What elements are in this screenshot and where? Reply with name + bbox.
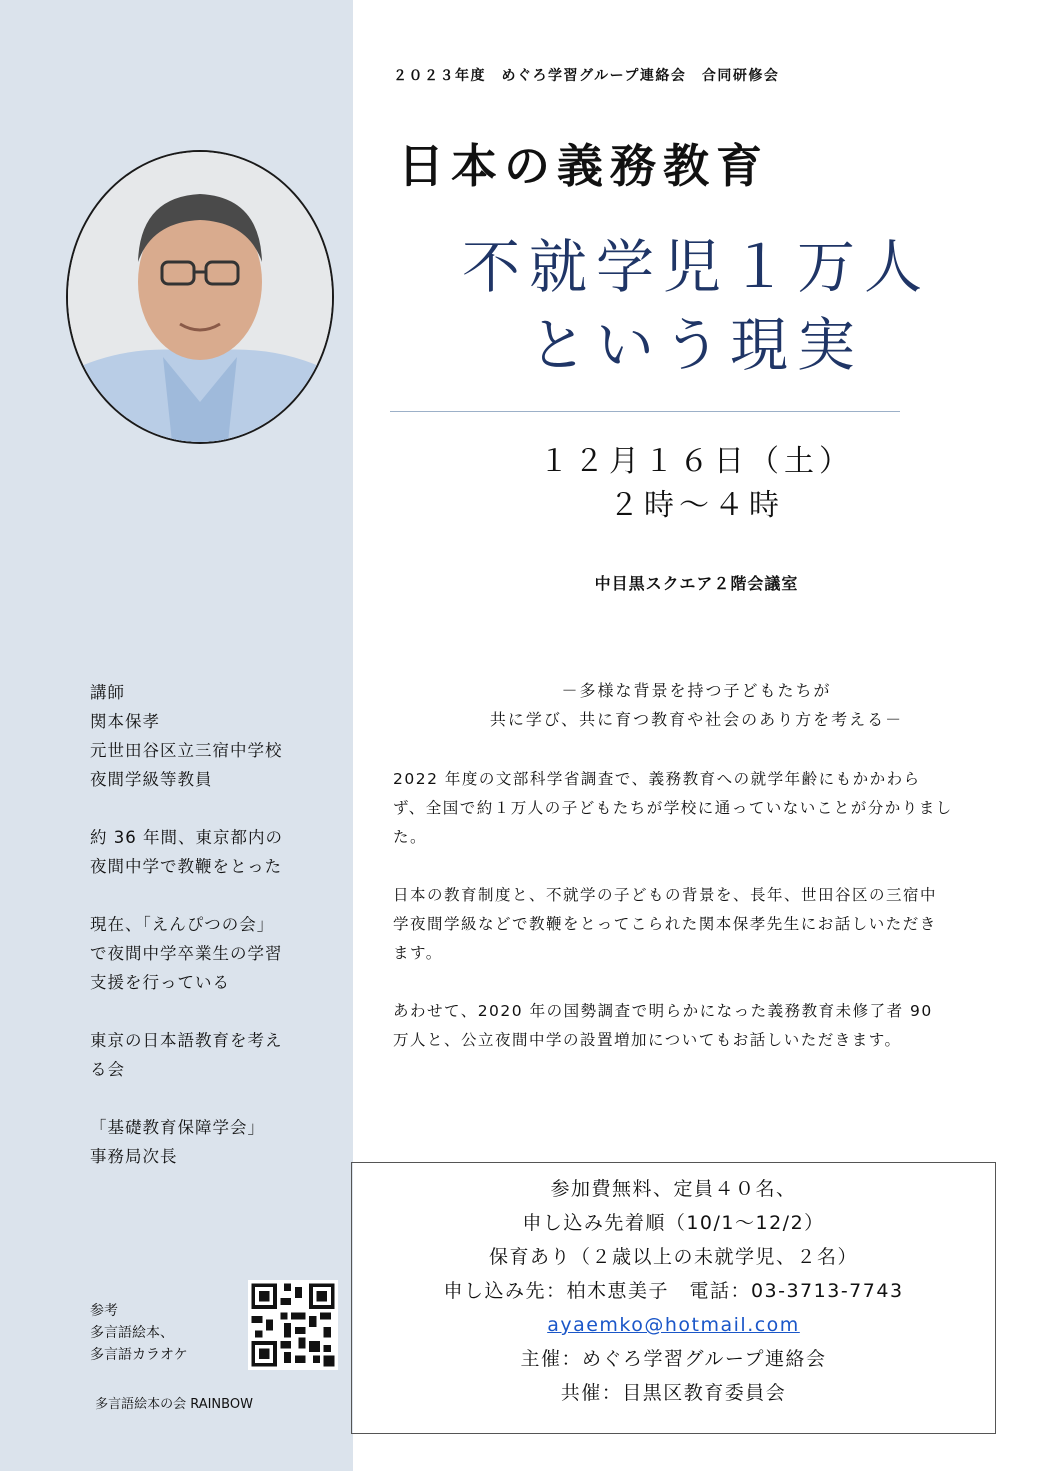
speaker-info bbox=[90, 678, 330, 1200]
tagline: －多様な背景を持つ子どもたちが 共に学び、共に育つ教育や社会のあり方を考える－ bbox=[489, 681, 904, 729]
page-subtitle: 不就学児１万人 という現実 bbox=[461, 233, 931, 379]
description-paragraph: あわせて、2020 年の国勢調査で明らかになった義務教育未修了者 90 万人と、公立夜間中学の設置増加についてもお話しいただきます。 bbox=[393, 1002, 933, 1049]
description bbox=[393, 765, 953, 1084]
description-paragraph: 日本の教育制度と、不就学の子どもの背景を、長年、世田谷区の三宿中学夜間学級などで教鞭をとってこられた関本保孝先生にお話しいただきます。 bbox=[393, 886, 938, 962]
divider bbox=[390, 411, 900, 412]
reference-note: 参考 多言語絵本、 多言語カラオケ bbox=[90, 1303, 188, 1363]
info-cohost: 共催：目黒区教育委員会 bbox=[560, 1382, 787, 1404]
reference-group-label: 多言語絵本の会 RAINBOW bbox=[95, 1397, 253, 1412]
speaker-block-title: 講師 関本保孝 元世田谷区立三宿中学校 夜間学級等教員 bbox=[90, 683, 283, 789]
qr-code[interactable] bbox=[248, 1280, 338, 1370]
info-contact: 申し込み先：柏木恵美子 電話：03-3713-7743 bbox=[443, 1280, 904, 1302]
speaker-portrait bbox=[66, 150, 334, 444]
speaker-block-current: 現在、「えんぴつの会」 で夜間中学卒業生の学習 支援を行っている bbox=[90, 915, 283, 992]
info-fee: 参加費無料、定員４０名、 bbox=[550, 1178, 797, 1200]
event-kicker: ２０２３年度 めぐろ学習グループ連絡会 合同研修会 bbox=[393, 68, 780, 84]
info-order: 申し込み先着順（10/1～12/2） bbox=[522, 1212, 825, 1234]
reference-group-name bbox=[0, 1393, 353, 1412]
info-host: 主催：めぐろ学習グループ連絡会 bbox=[520, 1348, 827, 1370]
event-venue: 中目黒スクエア２階会議室 bbox=[594, 574, 799, 593]
speaker-block-association: 東京の日本語教育を考え る会 bbox=[90, 1031, 283, 1079]
email-link[interactable]: ayaemko@hotmail.com bbox=[547, 1314, 800, 1336]
description-paragraph: 2022 年度の文部科学省調査で、義務教育への就学年齢にもかかわらず、全国で約１万人の子どもたちが学校に通っていないことが分かりました。 bbox=[393, 770, 953, 846]
page-title: 日本の義務教育 bbox=[398, 139, 769, 193]
info-childcare: 保育あり（２歳以上の未就学児、２名） bbox=[488, 1246, 858, 1268]
event-date-time: １２月１６日（土） ２時～４時 bbox=[539, 444, 854, 523]
info-box bbox=[351, 1162, 996, 1434]
speaker-block-society: 「基礎教育保障学会」 事務局次長 bbox=[90, 1118, 265, 1166]
speaker-block-career: 約 36 年間、東京都内の 夜間中学で教鞭をとった bbox=[90, 828, 283, 876]
